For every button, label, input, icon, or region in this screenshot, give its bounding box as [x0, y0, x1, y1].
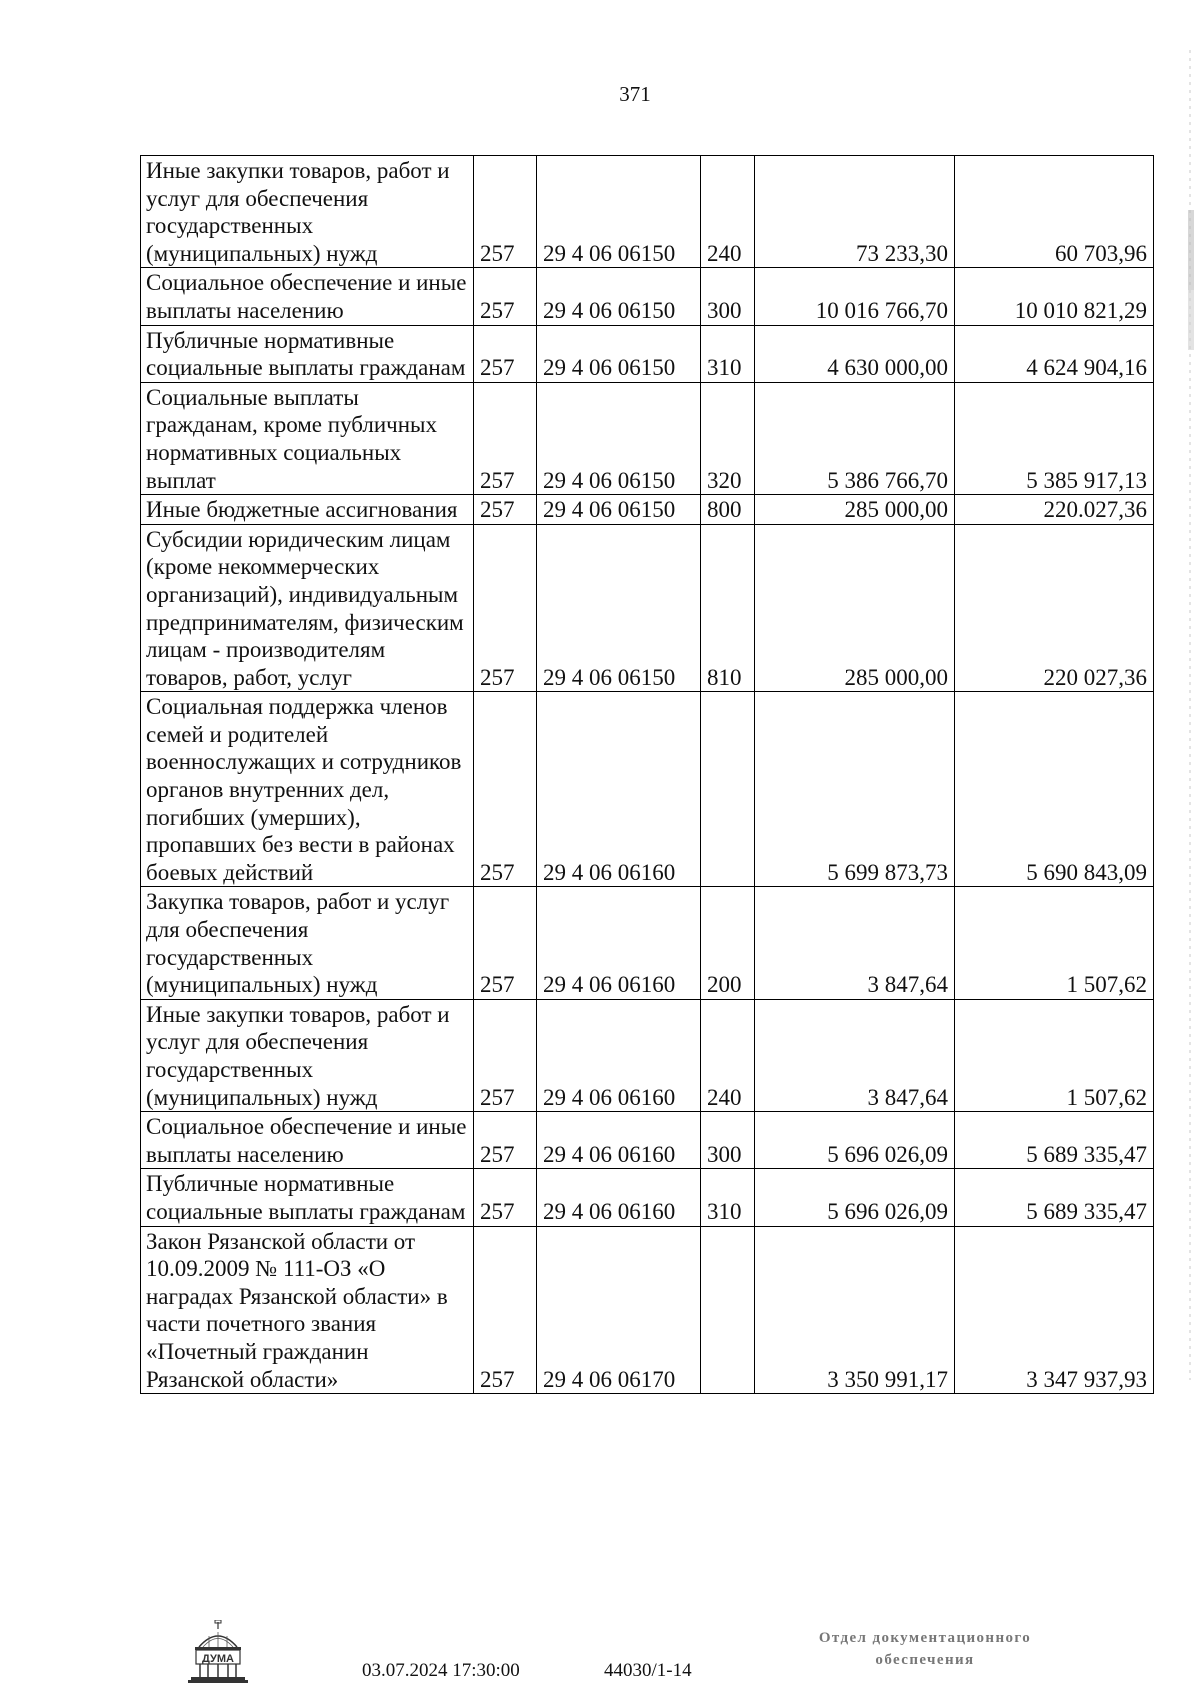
cell-expense-type: 200	[701, 887, 755, 999]
cell-department-code: 257	[474, 495, 537, 525]
cell-target-article: 29 4 06 06160	[537, 1112, 701, 1169]
cell-target-article: 29 4 06 06160	[537, 887, 701, 999]
cell-name: Публичные нормативные социальные выплаты гражданам	[141, 1169, 474, 1226]
cell-plan-amount: 3 350 991,17	[755, 1226, 955, 1394]
cell-expense-type: 320	[701, 382, 755, 494]
cell-target-article: 29 4 06 06150	[537, 268, 701, 325]
cell-actual-amount: 5 689 335,47	[955, 1112, 1154, 1169]
cell-department-code: 257	[474, 887, 537, 999]
table-row	[141, 268, 1154, 325]
cell-plan-amount: 3 847,64	[755, 999, 955, 1111]
cell-target-article: 29 4 06 06150	[537, 524, 701, 692]
table-row	[141, 887, 1154, 999]
table-row	[141, 1169, 1154, 1226]
cell-name: Публичные нормативные социальные выплаты гражданам	[141, 325, 474, 382]
cell-target-article: 29 4 06 06170	[537, 1226, 701, 1394]
page-number: 371	[619, 82, 651, 106]
cell-target-article: 29 4 06 06150	[537, 495, 701, 525]
cell-name: Социальная поддержка членов семей и родителей военнослужащих и сотрудников органов внутренних дел, погибших (умерших), пропавших без вести в районах боевых действий	[141, 692, 474, 887]
cell-actual-amount: 5 385 917,13	[955, 382, 1154, 494]
table-row	[141, 325, 1154, 382]
cell-actual-amount: 5 690 843,09	[955, 692, 1154, 887]
table-body	[141, 156, 1154, 1394]
cell-expense-type: 240	[701, 156, 755, 268]
cell-department-code: 257	[474, 1226, 537, 1394]
cell-plan-amount: 73 233,30	[755, 156, 955, 268]
table-row	[141, 692, 1154, 887]
cell-expense-type: 810	[701, 524, 755, 692]
cell-department-code: 257	[474, 325, 537, 382]
cell-plan-amount: 5 696 026,09	[755, 1169, 955, 1226]
department-stamp	[760, 1627, 1090, 1671]
cell-actual-amount: 10 010 821,29	[955, 268, 1154, 325]
cell-actual-amount: 5 689 335,47	[955, 1169, 1154, 1226]
cell-name: Субсидии юридическим лицам (кроме некоммерческих организаций), индивидуальным предпринимателям, физическим лицам - производителям товаров, работ, услуг	[141, 524, 474, 692]
table-row	[141, 1112, 1154, 1169]
cell-department-code: 257	[474, 999, 537, 1111]
table-row	[141, 495, 1154, 525]
cell-expense-type: 310	[701, 1169, 755, 1226]
table-row	[141, 382, 1154, 494]
cell-name: Иные закупки товаров, работ и услуг для обеспечения государственных (муниципальных) нужд	[141, 999, 474, 1111]
cell-actual-amount: 3 347 937,93	[955, 1226, 1154, 1394]
cell-target-article: 29 4 06 06160	[537, 692, 701, 887]
scan-edge-artifact	[1188, 50, 1194, 1380]
cell-target-article: 29 4 06 06150	[537, 325, 701, 382]
table-row	[141, 524, 1154, 692]
cell-department-code: 257	[474, 1112, 537, 1169]
cell-target-article: 29 4 06 06150	[537, 156, 701, 268]
cell-actual-amount: 220 027,36	[955, 524, 1154, 692]
cell-actual-amount: 60 703,96	[955, 156, 1154, 268]
cell-name: Социальное обеспечение и иные выплаты населению	[141, 1112, 474, 1169]
cell-expense-type: 300	[701, 1112, 755, 1169]
cell-name: Иные бюджетные ассигнования	[141, 495, 474, 525]
cell-name: Закупка товаров, работ и услуг для обеспечения государственных (муниципальных) нужд	[141, 887, 474, 999]
logo-text: ДУМА	[202, 1653, 234, 1665]
cell-name: Социальное обеспечение и иные выплаты населению	[141, 268, 474, 325]
cell-plan-amount: 5 699 873,73	[755, 692, 955, 887]
cell-actual-amount: 1 507,62	[955, 999, 1154, 1111]
cell-department-code: 257	[474, 1169, 537, 1226]
table-row	[141, 156, 1154, 268]
cell-plan-amount: 4 630 000,00	[755, 325, 955, 382]
table-row	[141, 1226, 1154, 1394]
cell-target-article: 29 4 06 06150	[537, 382, 701, 494]
cell-actual-amount: 1 507,62	[955, 887, 1154, 999]
cell-expense-type	[701, 692, 755, 887]
cell-target-article: 29 4 06 06160	[537, 1169, 701, 1226]
cell-plan-amount: 285 000,00	[755, 524, 955, 692]
cell-department-code: 257	[474, 692, 537, 887]
cell-actual-amount: 220.027,36	[955, 495, 1154, 525]
footer-date: 03.07.2024 17:30:00	[362, 1660, 520, 1681]
cell-expense-type: 240	[701, 999, 755, 1111]
cell-department-code: 257	[474, 524, 537, 692]
cell-plan-amount: 10 016 766,70	[755, 268, 955, 325]
table-row	[141, 999, 1154, 1111]
cell-expense-type	[701, 1226, 755, 1394]
cell-target-article: 29 4 06 06160	[537, 999, 701, 1111]
footer-document-code: 44030/1-14	[604, 1660, 692, 1681]
cell-plan-amount: 5 386 766,70	[755, 382, 955, 494]
stamp-line-2: обеспечения	[875, 1652, 975, 1668]
budget-table	[140, 155, 1154, 1394]
cell-actual-amount: 4 624 904,16	[955, 325, 1154, 382]
cell-expense-type: 310	[701, 325, 755, 382]
cell-expense-type: 800	[701, 495, 755, 525]
stamp-line-1: Отдел документационного	[818, 1630, 1032, 1646]
cell-plan-amount: 3 847,64	[755, 887, 955, 999]
cell-department-code: 257	[474, 382, 537, 494]
cell-expense-type: 300	[701, 268, 755, 325]
cell-name: Социальные выплаты гражданам, кроме публичных нормативных социальных выплат	[141, 382, 474, 494]
cell-plan-amount: 285 000,00	[755, 495, 955, 525]
cell-name: Закон Рязанской области от 10.09.2009 № 111-ОЗ «О наградах Рязанской области» в части почетного звания «Почетный гражданин Рязанской области»	[141, 1226, 474, 1394]
cell-plan-amount: 5 696 026,09	[755, 1112, 955, 1169]
cell-department-code: 257	[474, 268, 537, 325]
cell-department-code: 257	[474, 156, 537, 268]
duma-logo	[185, 1620, 251, 1684]
cell-name: Иные закупки товаров, работ и услуг для обеспечения государственных (муниципальных) нужд	[141, 156, 474, 268]
